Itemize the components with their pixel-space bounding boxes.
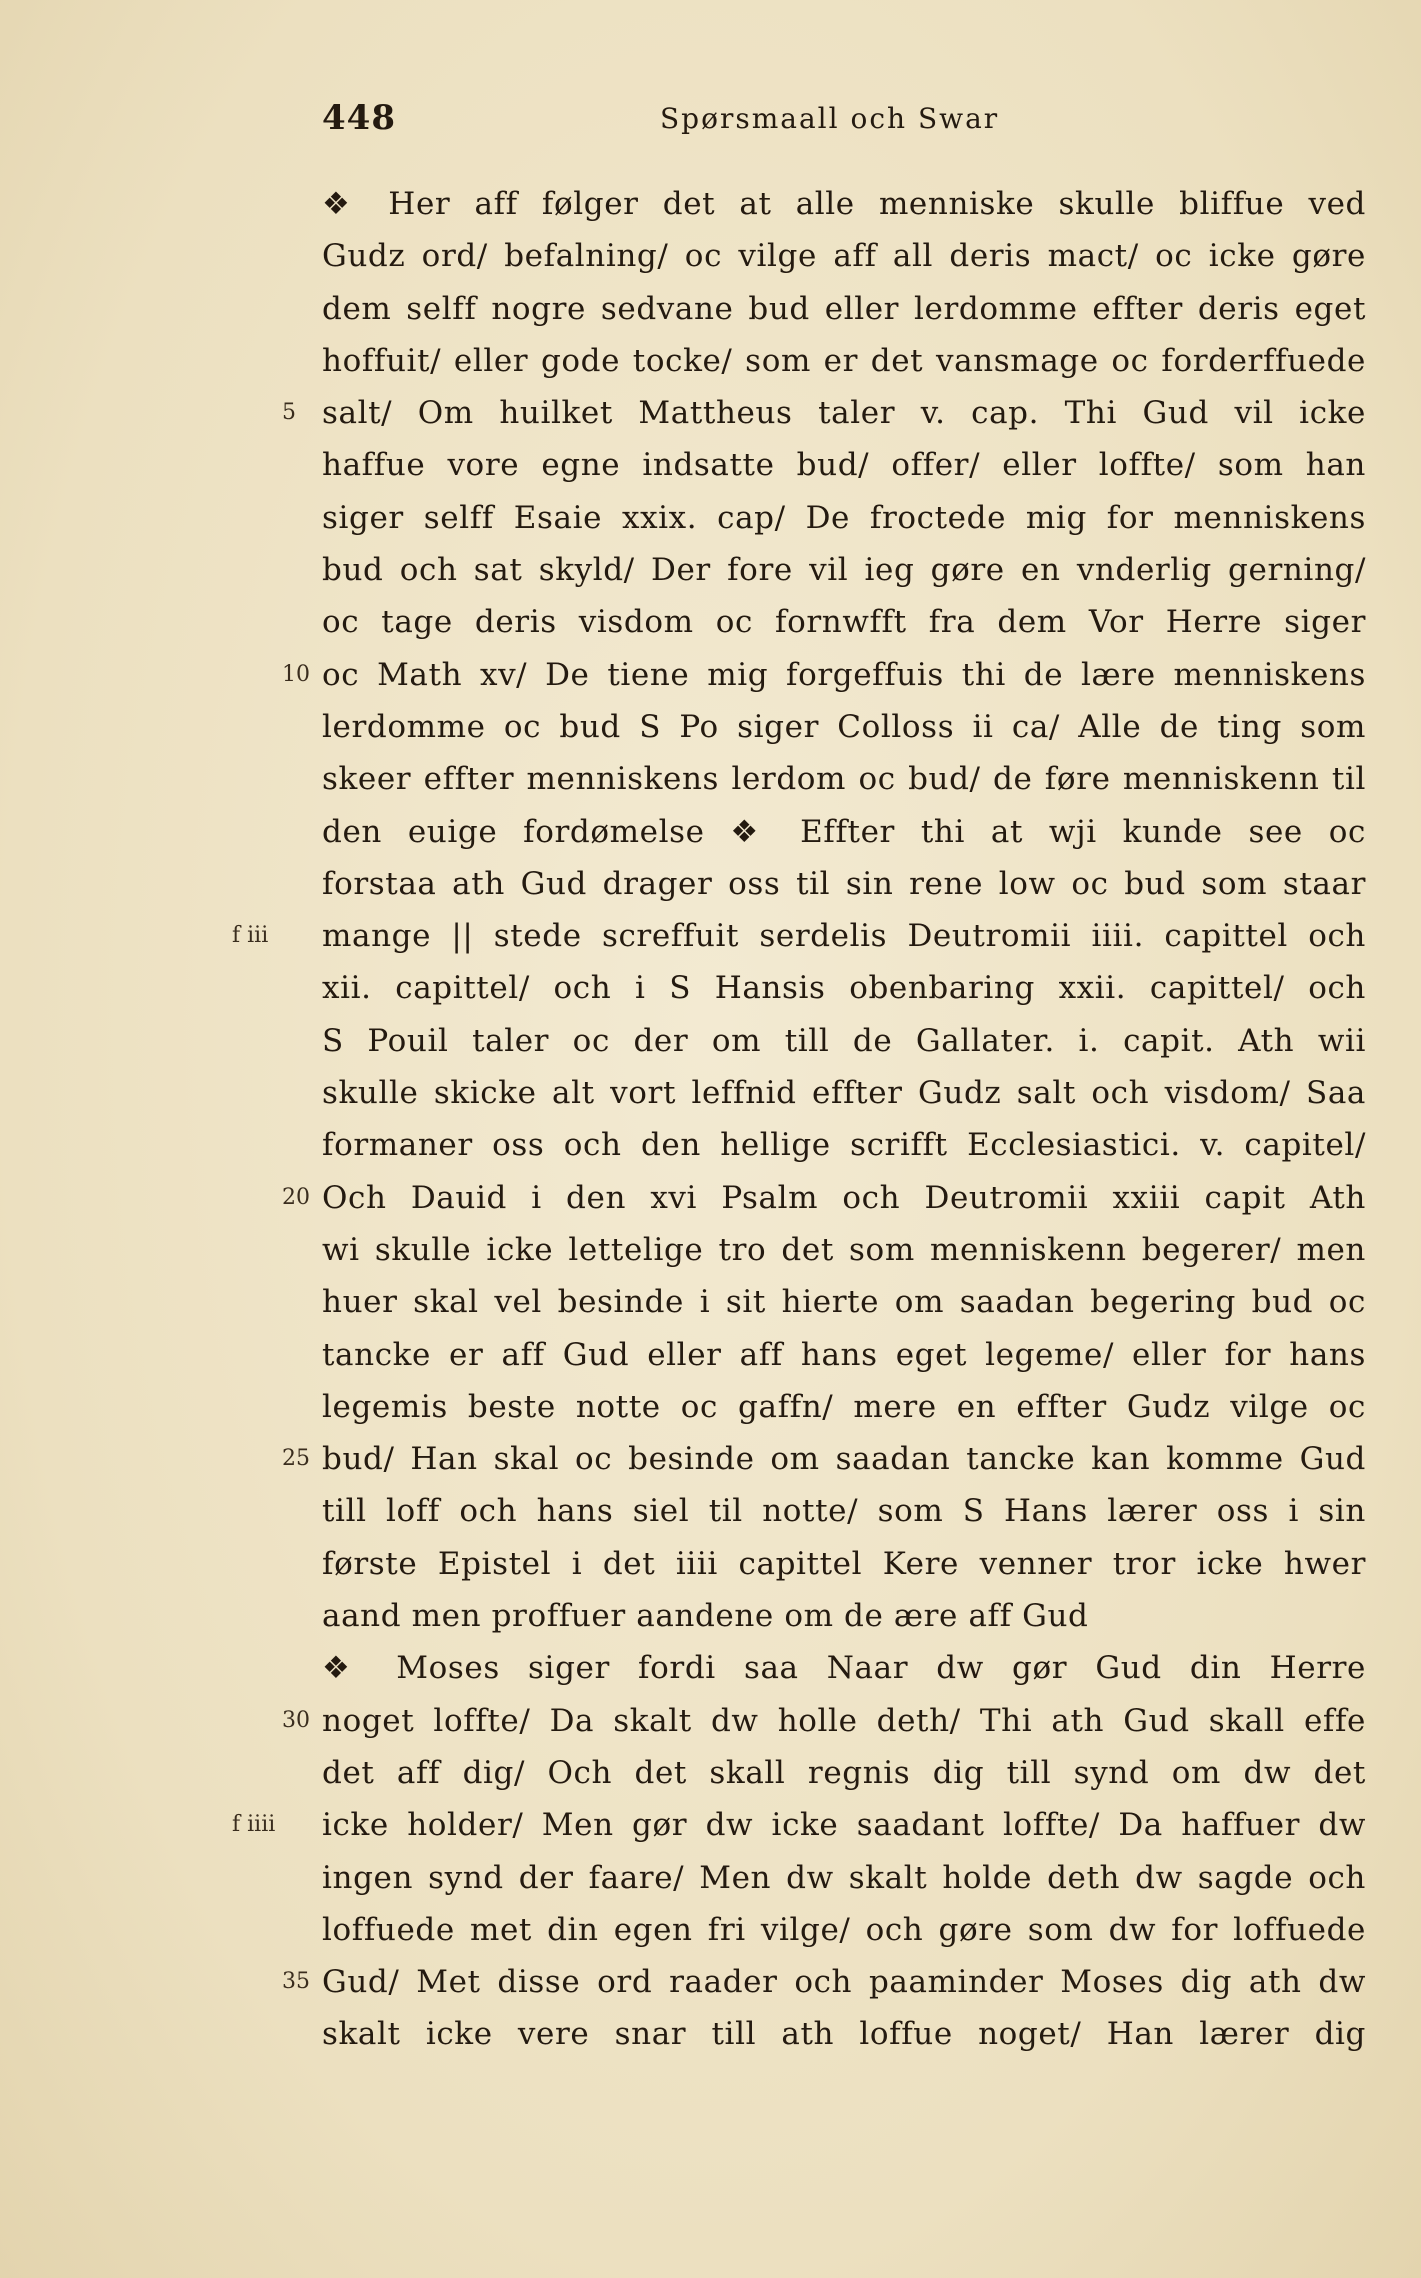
line-text: tancke er aff Gud eller aff hans eget legeme/ eller for hans bbox=[322, 1336, 1366, 1373]
text-line bbox=[0, 1067, 1421, 1119]
line-number: 5 bbox=[282, 400, 296, 426]
line-text: oc Math xv/ De tiene mig forgeffuis thi de lære menniskens bbox=[322, 656, 1366, 693]
line-number: 10 bbox=[282, 661, 310, 687]
line-text: Och Dauid i den xvi Psalm och Deutromii xxiii capit Ath bbox=[322, 1179, 1366, 1216]
line-text: aand men proffuer aandene om de ære aff Gud bbox=[322, 1598, 1089, 1635]
line-text: første Epistel i det iiii capittel Kere venner tror icke hwer bbox=[322, 1545, 1366, 1582]
line-text: ❖ Her aff følger det at alle menniske skulle bliffue ved bbox=[322, 186, 1366, 222]
line-text: formaner oss och den hellige scrifft Ecclesiastici. v. capitel/ bbox=[322, 1127, 1366, 1164]
line-text: xii. capittel/ och i S Hansis obenbaring xxii. capittel/ och bbox=[322, 970, 1366, 1007]
line-text: oc tage deris visdom oc fornwfft fra dem Vor Herre siger bbox=[322, 604, 1366, 641]
line-text: bud/ Han skal oc besinde om saadan tancke kan komme Gud bbox=[322, 1441, 1366, 1478]
line-text: S Pouil taler oc der om till de Gallater. i. capit. Ath wii bbox=[322, 1022, 1366, 1059]
text-line bbox=[0, 1172, 1421, 1224]
line-text: den euige fordømelse ❖ Effter thi at wji kunde see oc bbox=[322, 813, 1366, 850]
text-line bbox=[0, 910, 1421, 962]
text-line bbox=[0, 806, 1421, 858]
text-line bbox=[0, 1015, 1421, 1067]
line-number: 20 bbox=[282, 1184, 310, 1210]
line-text: lerdomme oc bud S Po siger Colloss ii ca/ Alle de ting som bbox=[322, 708, 1366, 745]
line-text: forstaa ath Gud drager oss til sin rene low oc bud som staar bbox=[322, 865, 1366, 902]
line-text: dem selff nogre sedvane bud eller lerdomme effter deris eget bbox=[322, 290, 1366, 327]
line-text: skulle skicke alt vort leffnid effter Gudz salt och visdom/ Saa bbox=[322, 1075, 1366, 1112]
line-text: loffuede met din egen fri vilge/ och gøre som dw for loffuede bbox=[322, 1911, 1366, 1948]
text-line bbox=[0, 230, 1421, 282]
running-head: Spørsmaall och Swar bbox=[660, 102, 1000, 135]
line-number: 35 bbox=[282, 1969, 310, 1995]
line-text: skalt icke vere snar till ath loffue noget/ Han lærer dig bbox=[322, 2016, 1366, 2053]
line-text: noget loffte/ Da skalt dw holle deth/ Thi ath Gud skall effe bbox=[322, 1702, 1366, 1739]
line-text: ingen synd der faare/ Men dw skalt holde deth dw sagde och bbox=[322, 1859, 1366, 1896]
line-text: mange || stede screffuit serdelis Deutromii iiii. capittel och bbox=[322, 918, 1366, 955]
text-line bbox=[0, 1276, 1421, 1328]
text-line bbox=[0, 387, 1421, 439]
text-line bbox=[0, 1852, 1421, 1904]
line-text: wi skulle icke lettelige tro det som menniskenn begerer/ men bbox=[322, 1231, 1366, 1268]
text-line bbox=[0, 1381, 1421, 1433]
text-block bbox=[0, 178, 1421, 2061]
text-line bbox=[0, 596, 1421, 648]
text-line bbox=[0, 335, 1421, 387]
text-line bbox=[0, 178, 1421, 230]
line-text: skeer effter menniskens lerdom oc bud/ de føre menniskenn til bbox=[322, 761, 1366, 798]
line-text: Gud/ Met disse ord raader och paaminder Moses dig ath dw bbox=[322, 1964, 1366, 2001]
signature-mark: f iii bbox=[232, 923, 269, 949]
text-line bbox=[0, 858, 1421, 910]
text-line bbox=[0, 283, 1421, 335]
text-line bbox=[0, 701, 1421, 753]
text-line bbox=[0, 1904, 1421, 1956]
page-number: 448 bbox=[322, 98, 396, 138]
text-line bbox=[0, 753, 1421, 805]
text-line bbox=[0, 1642, 1421, 1694]
text-line bbox=[0, 1329, 1421, 1381]
text-line bbox=[0, 439, 1421, 491]
page-header bbox=[0, 98, 1421, 158]
line-number: 30 bbox=[282, 1707, 310, 1733]
line-text: haffue vore egne indsatte bud/ offer/ eller loffte/ som han bbox=[322, 447, 1366, 484]
text-line bbox=[0, 1695, 1421, 1747]
text-line bbox=[0, 1433, 1421, 1485]
line-number: 25 bbox=[282, 1446, 310, 1472]
line-text: huer skal vel besinde i sit hierte om saadan begering bud oc bbox=[322, 1284, 1366, 1321]
line-text: till loff och hans siel til notte/ som S Hans lærer oss i sin bbox=[322, 1493, 1366, 1530]
line-text: salt/ Om huilket Mattheus taler v. cap. Thi Gud vil icke bbox=[322, 395, 1366, 432]
text-line bbox=[0, 1119, 1421, 1171]
text-line bbox=[0, 492, 1421, 544]
text-line bbox=[0, 1956, 1421, 2008]
line-text: hoffuit/ eller gode tocke/ som er det vansmage oc forderffuede bbox=[322, 342, 1366, 379]
line-text: icke holder/ Men gør dw icke saadant loffte/ Da haffuer dw bbox=[322, 1807, 1366, 1844]
line-text: siger selff Esaie xxix. cap/ De froctede mig for menniskens bbox=[322, 499, 1366, 536]
text-line bbox=[0, 1799, 1421, 1851]
text-line bbox=[0, 649, 1421, 701]
text-line bbox=[0, 1485, 1421, 1537]
line-text: det aff dig/ Och det skall regnis dig till synd om dw det bbox=[322, 1754, 1366, 1791]
text-line bbox=[0, 1538, 1421, 1590]
text-line bbox=[0, 962, 1421, 1014]
text-line bbox=[0, 1747, 1421, 1799]
line-text: bud och sat skyld/ Der fore vil ieg gøre en vnderlig gerning/ bbox=[322, 552, 1366, 589]
text-line bbox=[0, 2008, 1421, 2060]
text-line bbox=[0, 1224, 1421, 1276]
text-line bbox=[0, 1590, 1421, 1642]
line-text: legemis beste notte oc gaffn/ mere en effter Gudz vilge oc bbox=[322, 1388, 1366, 1425]
signature-mark: f iiii bbox=[232, 1812, 276, 1838]
text-line bbox=[0, 544, 1421, 596]
line-text: ❖ Moses siger fordi saa Naar dw gør Gud din Herre bbox=[322, 1650, 1366, 1687]
line-text: Gudz ord/ befalning/ oc vilge aff all deris mact/ oc icke gøre bbox=[322, 238, 1366, 275]
